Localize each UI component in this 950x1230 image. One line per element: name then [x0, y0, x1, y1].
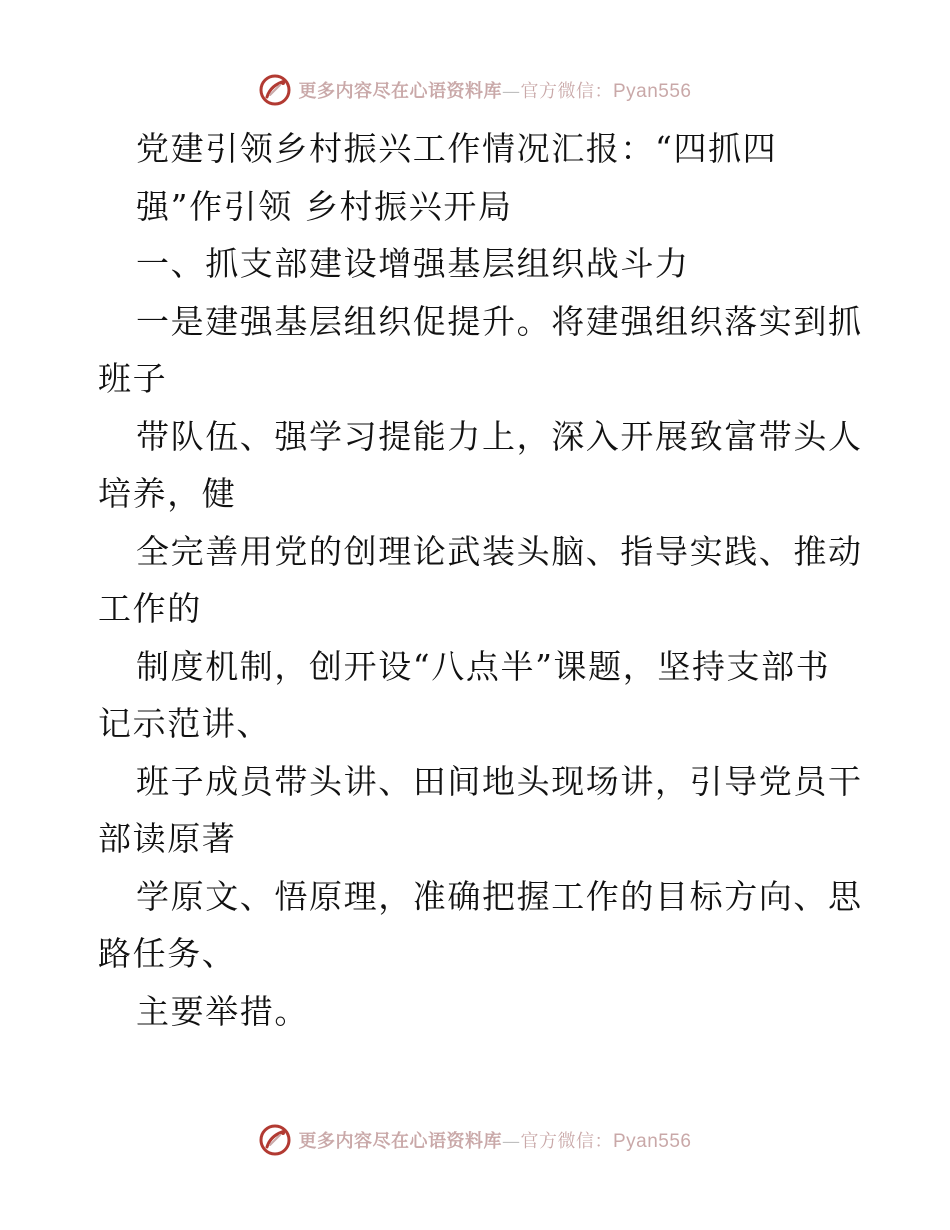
doc-paragraph-line: 路任务、 [98, 934, 237, 973]
doc-paragraph-line: 培养，健 [98, 474, 237, 513]
doc-title-line-1: 党建引领乡村振兴工作情况汇报：“四抓四 [136, 129, 778, 168]
doc-title-line-2: 强”作引领 乡村振兴开局 [136, 186, 513, 226]
watermark-wechat-id: Pyan556 [612, 1131, 692, 1152]
doc-paragraph-line: 部读原著 [98, 819, 237, 858]
header-watermark [0, 72, 950, 108]
watermark-main-text: 更多内容尽在心语资料库 [298, 1131, 502, 1152]
brand-logo-icon [258, 73, 292, 107]
brand-logo-icon [258, 1123, 292, 1157]
watermark-wechat-id: Pyan556 [612, 81, 692, 102]
doc-paragraph-line: 班子 [98, 359, 168, 398]
doc-paragraph-line: 一是建强基层组织促提升。将建强组织落实到抓 [136, 301, 863, 341]
watermark-separator: — [501, 81, 521, 102]
doc-paragraph-line: 工作的 [98, 589, 202, 628]
doc-paragraph-line: 班子成员带头讲、田间地头现场讲，引导党员干 [136, 761, 863, 801]
doc-paragraph-line: 制度机制，创开设“八点半”课题，坚持支部书 [136, 646, 831, 686]
footer-watermark [0, 1122, 950, 1158]
doc-section-heading: 一、抓支部建设增强基层组织战斗力 [136, 244, 690, 283]
doc-paragraph-line: 记示范讲、 [98, 704, 271, 743]
doc-paragraph-line: 带队伍、强学习提能力上，深入开展致富带头人 [136, 416, 863, 456]
watermark-text [298, 77, 691, 103]
watermark-text [298, 1127, 691, 1153]
doc-paragraph-line: 全完善用党的创理论武装头脑、指导实践、推动 [136, 531, 863, 571]
doc-paragraph-line: 学原文、悟原理，准确把握工作的目标方向、思 [136, 876, 863, 916]
watermark-wechat-label: 官方微信： [520, 1131, 613, 1152]
document-body [98, 120, 863, 1040]
watermark-wechat-label: 官方微信： [520, 81, 613, 102]
doc-paragraph-line: 主要举措。 [136, 991, 309, 1031]
watermark-main-text: 更多内容尽在心语资料库 [298, 81, 502, 102]
watermark-separator: — [501, 1131, 521, 1152]
